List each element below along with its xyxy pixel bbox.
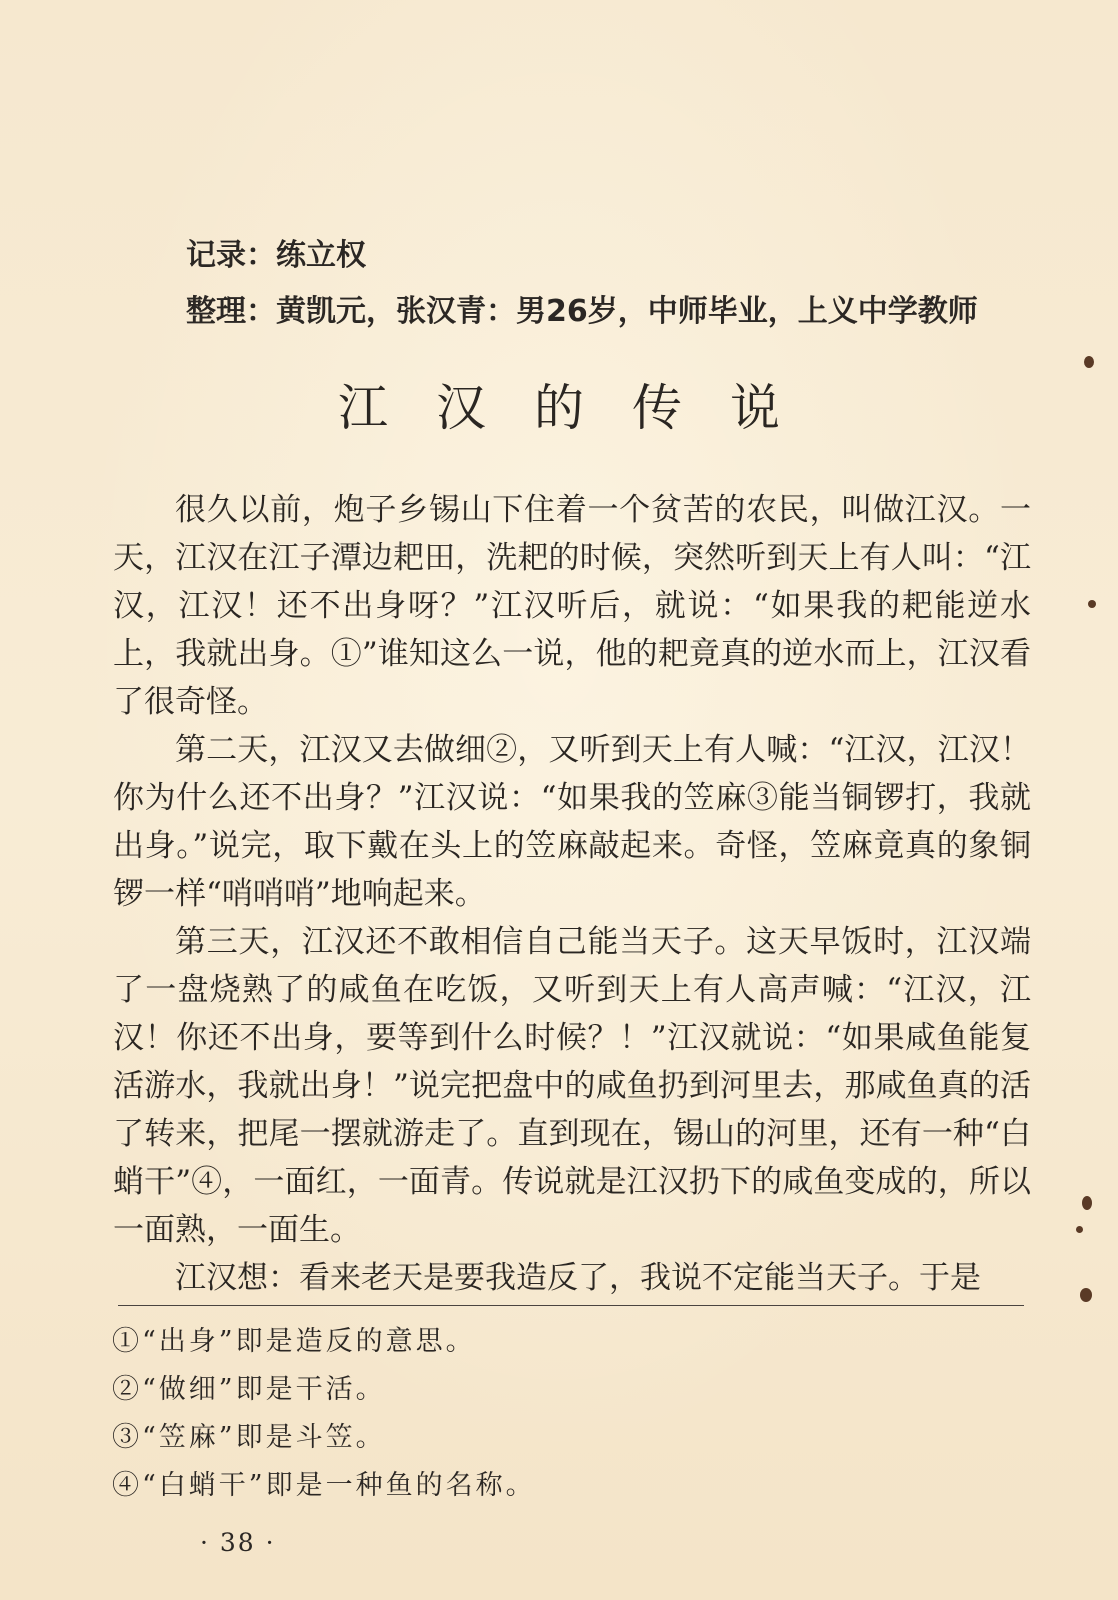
story-title: 江汉的传说 bbox=[338, 379, 828, 437]
footnote-1: ①“出身”即是造反的意思。 bbox=[112, 1326, 476, 1357]
editor-line: 整理：黄凯元，张汉青：男26岁，中师毕业，上义中学教师 bbox=[186, 294, 978, 329]
footnotes-block bbox=[112, 1318, 992, 1510]
binding-hole-mark bbox=[1082, 1196, 1092, 1210]
paragraph-1: 很久以前，炮子乡锡山下住着一个贫苦的农民，叫做江汉。一天，江汉在江子潭边耙田，洗耙的时候，突然听到天上有人叫：“江汉，江汉！还不出身呀？”江汉听后，就说：“如果我的耙能逆水上，我就出身。①”谁知这么一说，他的耙竟真的逆水而上，江汉看了很奇怪。 bbox=[113, 492, 1031, 720]
binding-hole-mark bbox=[1088, 600, 1096, 608]
footnote-3: ③“笠麻”即是斗笠。 bbox=[112, 1422, 386, 1453]
footnote-4: ④“白蛸干”即是一种鱼的名称。 bbox=[112, 1470, 536, 1501]
recorder-line: 记录：练立权 bbox=[186, 238, 366, 273]
page-number: · 38 · bbox=[200, 1528, 276, 1557]
binding-hole-mark bbox=[1080, 1288, 1092, 1302]
binding-hole-mark bbox=[1076, 1226, 1083, 1233]
footnote-2: ②“做细”即是干活。 bbox=[112, 1374, 386, 1405]
footnote-divider bbox=[118, 1305, 1024, 1306]
credits-block bbox=[186, 228, 1066, 340]
story-body bbox=[113, 486, 1031, 1302]
paragraph-4: 江汉想：看来老天是要我造反了，我说不定能当天子。于是 bbox=[175, 1260, 981, 1296]
paragraph-2: 第二天，江汉又去做细②，又听到天上有人喊：“江汉，江汉！你为什么还不出身？”江汉说：“如果我的笠麻③能当铜锣打，我就出身。”说完，取下戴在头上的笠麻敲起来。奇怪，笠麻竟真的象铜锣一样“哨哨哨”地响起来。 bbox=[113, 732, 1031, 912]
binding-hole-mark bbox=[1084, 356, 1094, 368]
paragraph-3: 第三天，江汉还不敢相信自己能当天子。这天早饭时，江汉端了一盘烧熟了的咸鱼在吃饭，又听到天上有人高声喊：“江汉，江汉！你还不出身，要等到什么时候？！”江汉就说：“如果咸鱼能复活游水，我就出身！”说完把盘中的咸鱼扔到河里去，那咸鱼真的活了转来，把尾一摆就游走了。直到现在，锡山的河里，还有一种“白蛸干”④，一面红，一面青。传说就是江汉扔下的咸鱼变成的，所以一面熟，一面生。 bbox=[113, 924, 1031, 1248]
